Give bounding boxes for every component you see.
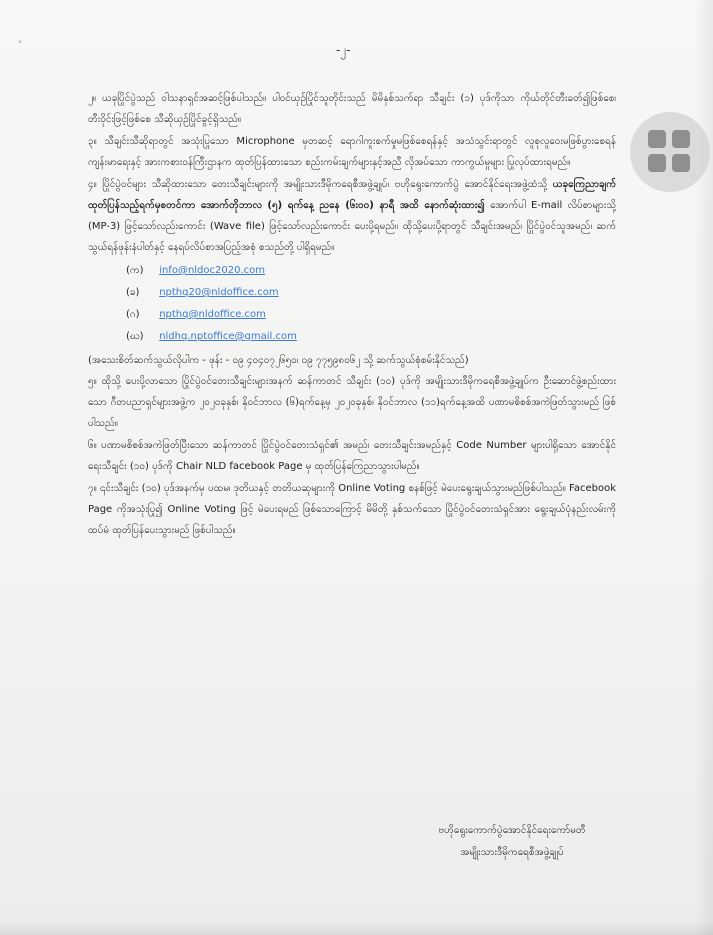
paragraph-4-rest: အောက်ပါ E-mail လိပ်စာများသို့ (MP-3) ဖြင့်သော်လည်းကောင်း (Wave file) ဖြင့်သော်လည်းကောင်း ပေးပို့ရမည်။ ထိုသို့ပေးပို့ရာတွင် သီချင်းအမည်၊ ပြိုင်ပွဲဝင်သူအမည်၊ ဆက်သွယ်ရန်ဖုန်းနံပါတ်နှင့် နေရပ်လိပ်စာအပြည့်အစုံ စသည်တို့ ပါရှိရမည်။ <box>88 200 616 253</box>
paragraph-2: ၂။ ယခုပြိုင်ပွဲသည် ဝါသနာရှင်အဆင့်ဖြစ်ပါသည်။ ပါဝင်ယှဉ်ပြိုင်သူတိုင်းသည် မိမိနှစ်သက်ရာ သီချင်း (၁) ပုဒ်ကိုသာ ကိုယ်တိုင်တီးခတ်၍ဖြစ်စေ၊ တီးဝိုင်းဖြင့်ဖြစ်စေ သီဆိုယှဉ်ပြိုင်ခွင့်ရှိသည်။ <box>88 93 616 125</box>
email-item <box>126 260 616 282</box>
signature-block <box>392 820 632 864</box>
email-link[interactable]: npthq20@nldoffice.com <box>159 287 279 298</box>
email-item <box>126 282 616 304</box>
email-link[interactable]: info@nldoc2020.com <box>159 265 266 276</box>
grid-menu-icon <box>648 130 692 174</box>
email-item <box>126 326 616 348</box>
floating-menu-button[interactable] <box>630 112 710 192</box>
signature-committee: ဗဟိုရွေးကောက်ပွဲအောင်နိုင်ရေးကော်မတီ <box>438 825 586 836</box>
signature-organization: အမျိုးသားဒီမိုကရေစီအဖွဲ့ချုပ် <box>460 847 564 858</box>
margin-mark: " <box>18 40 23 50</box>
email-item <box>126 304 616 326</box>
email-label: (ခ) <box>126 287 140 298</box>
paragraph-7: ၇။ ၎င်းသီချင်း (၁၀) ပုဒ်အနက်မှ ပထမ၊ ဒုတိယနှင့် တတိယဆုများကို Online Voting စနစ်ဖြင့် မဲပေးရွေးချယ်သွားမည်ဖြစ်ပါသည်။ Facebook Page ကိုအသုံးပြု၍ Online Voting ဖြင့် မဲပေးရမည် ဖြစ်သောကြောင့် မိမိတို့ နှစ်သက်သော ပြိုင်ပွဲဝင်တေးသံရှင်အား ရွေးချယ်ပုံနည်းလမ်းကို ထပ်မံ ထုတ်ပြန်ပေးသွားမည် ဖြစ်ပါသည်။ <box>88 483 616 536</box>
email-list <box>126 260 616 348</box>
page-number: -၂- <box>336 43 351 57</box>
page-bottom-edge <box>0 921 713 935</box>
paragraph-4-intro: ၄။ ပြိုင်ပွဲဝင်များ သီဆိုထားသော တေးသီချင်းများကို အမျိုးသားဒီမိုကရေစီအဖွဲ့ချုပ်၊ ဗဟိုရွေးကောက်ပွဲ အောင်နိုင်ရေးအဖွဲ့ထံသို့ <box>88 179 548 190</box>
email-link[interactable]: npthq@nldoffice.com <box>159 309 266 320</box>
document-body <box>88 88 616 542</box>
email-label: (က) <box>126 265 144 276</box>
paragraph-3: ၃။ သီချင်းသီဆိုရာတွင် အသုံးပြုသော Microphone မှတဆင့် ရောဂါကူးစက်မှုမဖြစ်စေရန်နှင့် အသံသွင်းရာတွင် လူစုလူဝေးမဖြစ်ပွားစေရန် ကျန်းမာရေးနှင့် အားကစားဝန်ကြီးဌာနက ထုတ်ပြန်ထားသော စည်းကမ်းချက်များနှင့်အညီ လိုအပ်သော ကာကွယ်မှုများ ပြုလုပ်ထားရမည်။ <box>88 136 616 168</box>
deadline-text: ယခုကြေညာချက်ထုတ်ပြန်သည့်ရက်မှစတင်ကာ အောက်တိုဘာလ (၅) ရက်နေ့ ညနေ (၆း၀၀) နာရီ အထိ နောက်ဆုံးထား၍ <box>88 179 616 211</box>
email-link[interactable]: nldhq.nptoffice@gmail.com <box>159 331 297 342</box>
contact-info: (အသေးစိတ်ဆက်သွယ်လိုပါက - ဖုန်း - ၀၉ ၄၀၄၀၇၂၆၅၀၊ ၀၉ ၇၇၅၉၈၀၆၂ သို့ ဆက်သွယ်စုံစမ်းနိုင်သည်) <box>88 355 469 366</box>
paragraph-5: ၅။ ထိုသို့ ပေးပို့လာသော ပြိုင်ပွဲဝင်တေးသီချင်းများအနက် ဆန်ကာတင် သီချင်း (၁၀) ပုဒ်ကို အမျိုးသားဒီမိုကရေစီအဖွဲ့ချုပ်က ဦးဆောင်ဖွဲ့စည်းထားသော ဂီတပညာရှင်များအဖွဲ့က ၂၀၂၀ခုနှစ်၊ နိုဝင်ဘာလ (၆)ရက်နေ့မှ ၂၀၂၀ခုနှစ်၊ နိုဝင်ဘာလ (၁၁)ရက်နေ့အထိ ပဏာမစိစစ်အကဲဖြတ်သွားမည် ဖြစ်ပါသည်။ <box>88 376 616 429</box>
email-label: (ဂ) <box>126 309 140 320</box>
email-label: (ဃ) <box>126 331 144 342</box>
paragraph-6: ၆။ ပဏာမစိစစ်အကဲဖြတ်ပြီးသော ဆန်ကာတင် ပြိုင်ပွဲဝင်တေးသံရှင်၏ အမည်၊ တေးသီချင်းအမည်နှင့် Code Number များပါရှိသော အောင်နိုင်ရေးသီချင်း (၁၀) ပုဒ်ကို Chair NLD facebook Page မှ ထုတ်ပြန်ကြေညာသွားပါမည်။ <box>88 440 616 472</box>
paragraph-4 <box>88 174 616 258</box>
